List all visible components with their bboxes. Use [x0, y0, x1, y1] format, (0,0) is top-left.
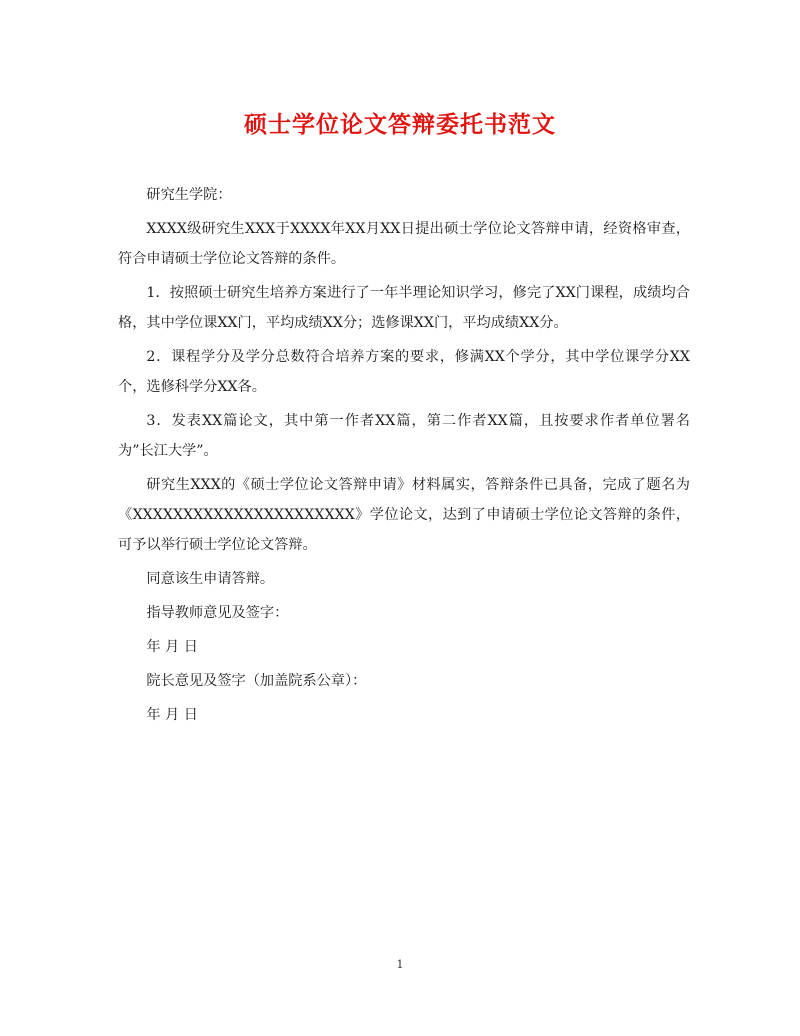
dean-signature-line: 院长意见及签字（加盖院系公章）：: [146, 673, 367, 689]
document-body: [118, 180, 690, 734]
dean-date-line: 年 月 日: [146, 707, 198, 723]
paragraph-item-1: 1．按照硕士研究生培养方案进行了一年半理论知识学习，修完了XX门课程，成绩均合格，其中学位课XX门，平均成绩XX分；选修课XX门，平均成绩XX分。: [118, 285, 690, 331]
paragraph-intro: XXXX级研究生XXX于XXXX年XX月XX日提出硕士学位论文答辩申请，经资格审查，符合申请硕士学位论文答辩的条件。: [118, 221, 690, 267]
page-number: 1: [396, 958, 404, 971]
paragraph-item-3: 3．发表XX篇论文，其中第一作者XX篇，第二作者XX篇，且按要求作者单位署名为”长江大学”。: [118, 413, 690, 459]
salutation: 研究生学院：: [146, 187, 232, 203]
paragraph-conclusion: 研究生XXX的《硕士学位论文答辩申请》材料属实，答辩条件已具备，完成了题名为《XXXXXXXXXXXXXXXXXXXXXX》学位论文，达到了申请硕士学位论文答辩的条件，可予以举行硕士学位论文答辩。: [118, 477, 690, 553]
agree-statement: 同意该生申请答辩。: [146, 571, 275, 587]
document-title: 硕士学位论文答辩委托书范文: [244, 111, 556, 138]
advisor-signature-line: 指导教师意见及签字：: [146, 605, 289, 621]
paragraph-item-2: 2．课程学分及学分总数符合培养方案的要求，修满XX个学分，其中学位课学分XX个，选修科学分XX各。: [118, 349, 690, 395]
advisor-date-line: 年 月 日: [146, 639, 198, 655]
